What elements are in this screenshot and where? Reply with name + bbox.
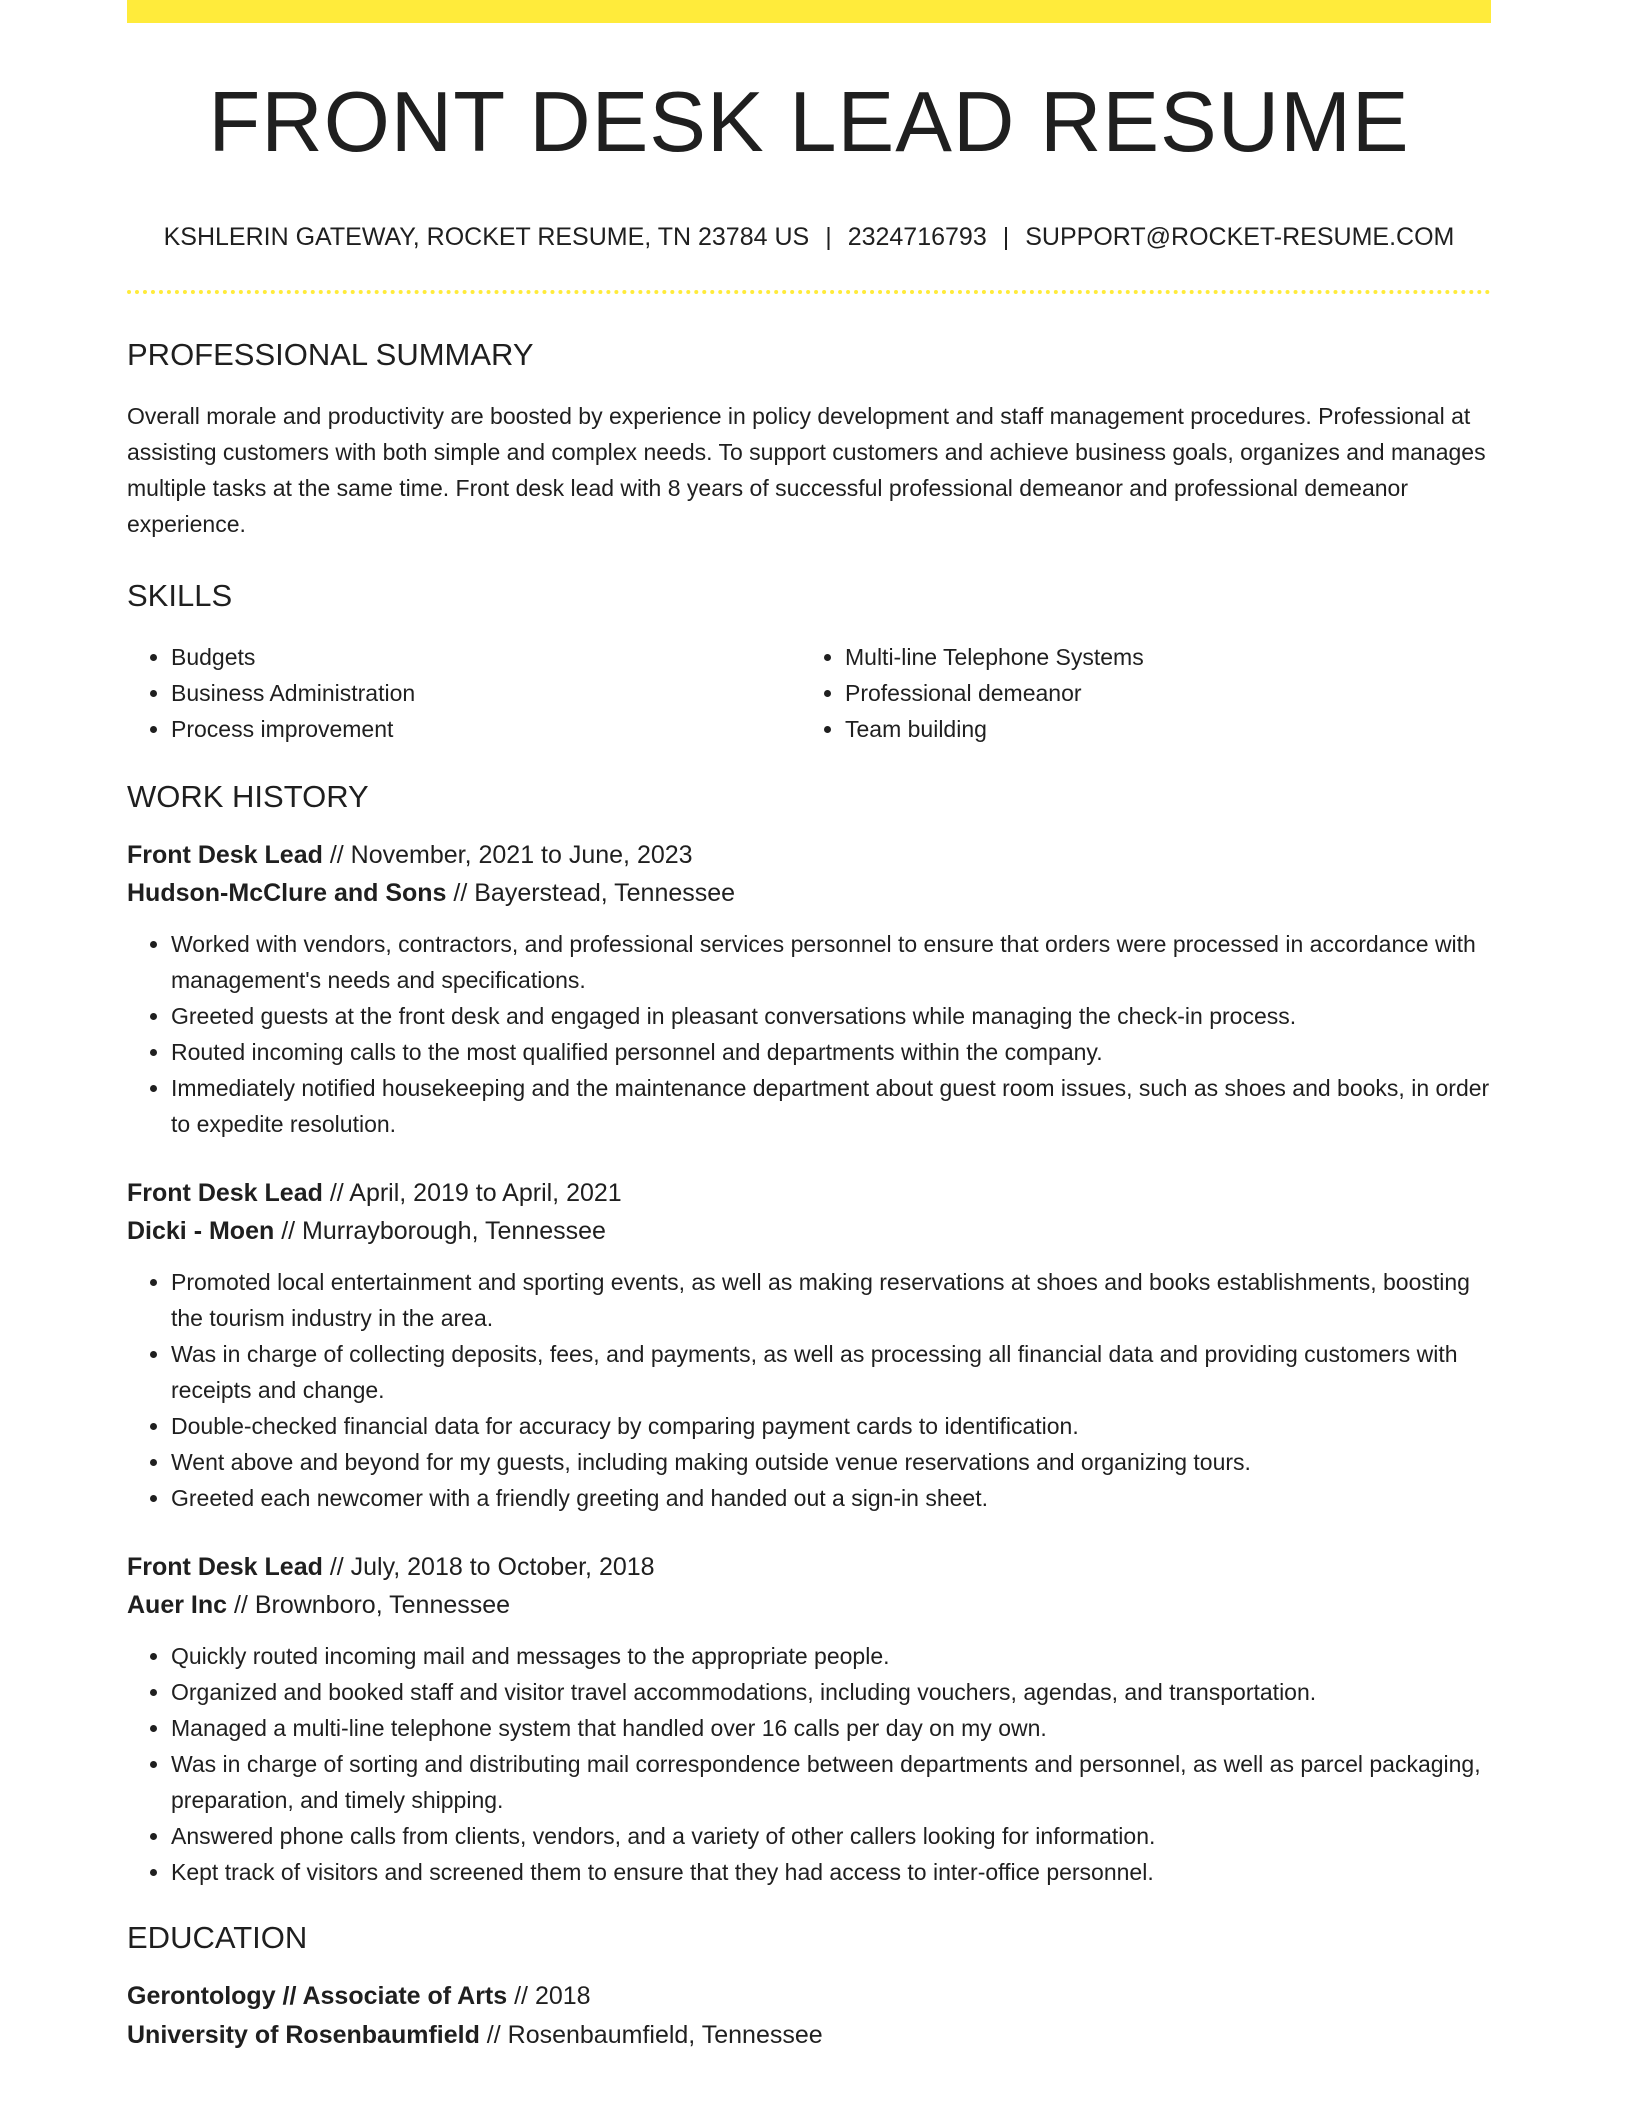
job-entry [127, 1174, 1491, 1516]
job-bullet: • Greeted guests at the front desk and engaged in pleasant conversations while managing the check-in process. [171, 998, 1491, 1034]
skill-item: • Business Administration [171, 675, 801, 711]
job-company-line [127, 874, 1491, 912]
skill-item: • Team building [845, 711, 1475, 747]
job-bullet: • Was in charge of sorting and distributing mail correspondence between departments and personnel, as well as parcel packaging, preparation, and timely shipping. [171, 1746, 1491, 1818]
job-title-line [127, 836, 1491, 874]
contact-separator: | [1002, 223, 1010, 251]
job-title: Front Desk Lead [127, 1553, 323, 1581]
job-title-line [127, 1548, 1491, 1586]
job-bullet: • Quickly routed incoming mail and messages to the appropriate people. [171, 1638, 1491, 1674]
education-degree-line [127, 1977, 1491, 2016]
job-bullet: • Immediately notified housekeeping and the maintenance department about guest room issues, such as shoes and books, in order to expedite resolution. [171, 1070, 1491, 1142]
contact-address: KSHLERIN GATEWAY, ROCKET RESUME, TN 23784 US [163, 223, 810, 251]
job-dates: // April, 2019 to April, 2021 [322, 1179, 622, 1207]
job-bullet: • Worked with vendors, contractors, and professional services personnel to ensure that orders were processed in accordance with management's needs and specifications. [171, 926, 1491, 998]
education-heading: EDUCATION [127, 1920, 308, 1955]
summary-heading: PROFESSIONAL SUMMARY [127, 337, 534, 372]
job-bullet: • Managed a multi-line telephone system that handled over 16 calls per day on my own. [171, 1710, 1491, 1746]
job-bullet: • Went above and beyond for my guests, including making outside venue reservations and organizing tours. [171, 1444, 1491, 1480]
skill-item: • Professional demeanor [845, 675, 1475, 711]
job-bullets [127, 926, 1491, 1142]
education-location: // Rosenbaumfield, Tennessee [479, 2021, 823, 2049]
resume-page [127, 0, 1491, 2055]
job-title-line [127, 1174, 1491, 1212]
skills-list [127, 639, 1491, 747]
job-location: // Bayerstead, Tennessee [446, 879, 736, 907]
job-company: Hudson-McClure and Sons [127, 879, 447, 907]
skill-item: • Process improvement [171, 711, 801, 747]
job-dates: // July, 2018 to October, 2018 [322, 1553, 655, 1581]
contact-line [127, 225, 1491, 250]
job-dates: // November, 2021 to June, 2023 [322, 841, 693, 869]
job-bullet: • Organized and booked staff and visitor travel accommodations, including vouchers, agendas, and transportation. [171, 1674, 1491, 1710]
job-bullet: • Routed incoming calls to the most qualified personnel and departments within the company. [171, 1034, 1491, 1070]
skills-heading: SKILLS [127, 578, 233, 613]
job-bullets [127, 1264, 1491, 1516]
education-school-line [127, 2016, 1491, 2055]
skills-column-left [127, 639, 801, 747]
job-bullet: • Answered phone calls from clients, vendors, and a variety of other callers looking for information. [171, 1818, 1491, 1854]
job-title: Front Desk Lead [127, 1179, 323, 1207]
education-year: // 2018 [507, 1982, 591, 2010]
job-location: // Brownboro, Tennessee [227, 1591, 511, 1619]
education-school: University of Rosenbaumfield [127, 2021, 480, 2049]
job-company-line [127, 1586, 1491, 1624]
job-bullets [127, 1638, 1491, 1890]
dotted-divider [127, 290, 1491, 294]
summary-text: Overall morale and productivity are boosted by experience in policy development and staff management procedures. Professional at assisting customers with both simple and complex needs. To support customers and achieve business goals, organizes and manages multiple tasks at the same time. Front desk lead with 8 years of successful professional demeanor and professional demeanor experience. [127, 403, 1486, 537]
job-bullet: • Double-checked financial data for accuracy by comparing payment cards to identification. [171, 1408, 1491, 1444]
job-company: Dicki - Moen [127, 1217, 275, 1245]
resume-title: FRONT DESK LEAD RESUME [208, 75, 1410, 170]
job-company-line [127, 1212, 1491, 1250]
job-entry [127, 1548, 1491, 1890]
job-bullet: • Was in charge of collecting deposits, fees, and payments, as well as processing all financial data and providing customers with receipts and change. [171, 1336, 1491, 1408]
contact-phone: 2324716793 [847, 223, 987, 251]
job-title: Front Desk Lead [127, 841, 323, 869]
contact-separator: | [825, 223, 832, 251]
contact-email: SUPPORT@ROCKET-RESUME.COM [1025, 223, 1455, 251]
education-degree: Gerontology // Associate of Arts [127, 1982, 508, 2010]
job-bullet: • Kept track of visitors and screened them to ensure that they had access to inter-office personnel. [171, 1854, 1491, 1890]
job-location: // Murrayborough, Tennessee [274, 1217, 606, 1245]
education-entry [127, 1977, 1491, 2055]
accent-bar [127, 0, 1491, 23]
job-bullet: • Promoted local entertainment and sporting events, as well as making reservations at shoes and books establishments, boosting the tourism industry in the area. [171, 1264, 1491, 1336]
skills-column-right [801, 639, 1475, 747]
job-company: Auer Inc [127, 1591, 228, 1619]
work-history-heading: WORK HISTORY [127, 779, 369, 814]
job-entry [127, 836, 1491, 1142]
skill-item: • Multi-line Telephone Systems [845, 639, 1475, 675]
skill-item: • Budgets [171, 639, 801, 675]
job-bullet: • Greeted each newcomer with a friendly greeting and handed out a sign-in sheet. [171, 1480, 1491, 1516]
